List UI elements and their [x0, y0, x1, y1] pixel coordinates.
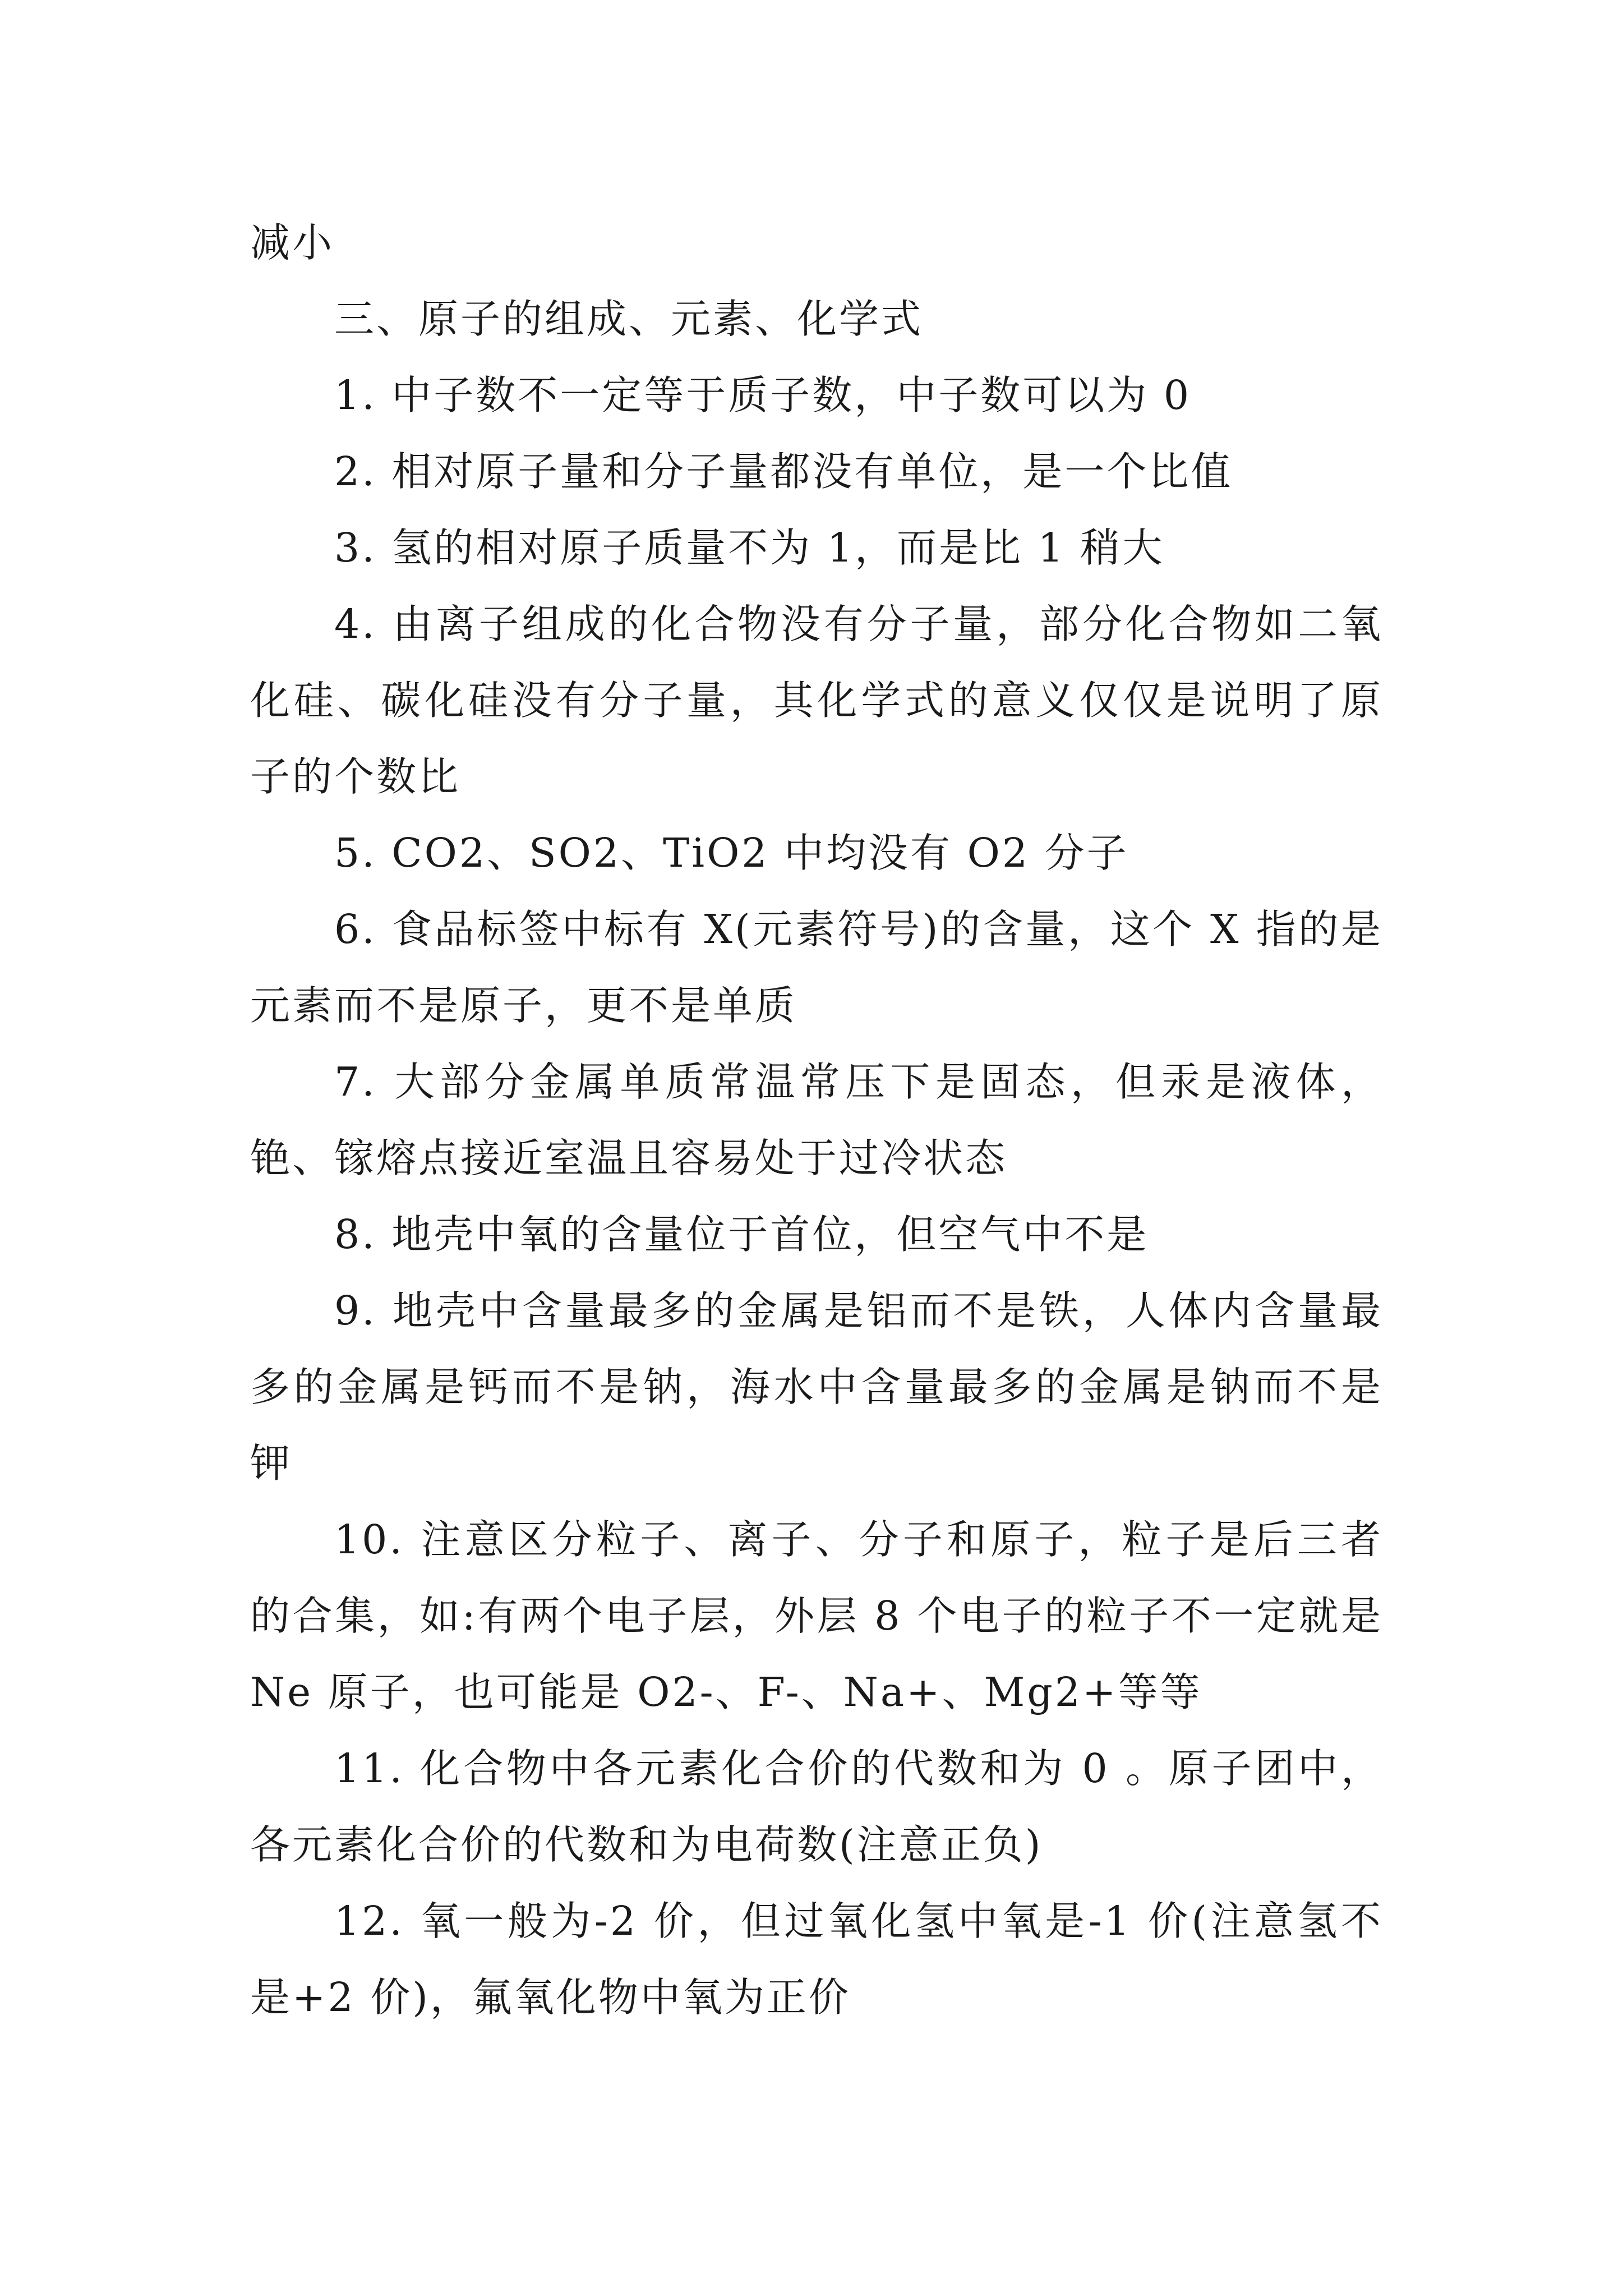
list-item-6: 6. 食品标签中标有 X(元素符号)的含量，这个 X 指的是元素而不是原子，更不是单质 — [250, 906, 1383, 1029]
list-item-4: 4. 由离子组成的化合物没有分子量，部分化合物如二氧化硅、碳化硅没有分子量，其化学式的意义仅仅是说明了原子的个数比 — [250, 601, 1383, 800]
section-heading: 三、原子的组成、元素、化学式 — [334, 296, 924, 342]
list-item-7: 7. 大部分金属单质常温常压下是固态，但汞是液体，铯、镓熔点接近室温且容易处于过冷状态 — [250, 1059, 1383, 1181]
document-body — [250, 205, 1383, 2036]
list-item-11: 11. 化合物中各元素化合价的代数和为 0 。原子团中，各元素化合价的代数和为电荷数(注意正负) — [250, 1745, 1383, 1868]
list-item-2: 2. 相对原子量和分子量都没有单位，是一个比值 — [334, 448, 1233, 495]
list-item-10: 10. 注意区分粒子、离子、分子和原子，粒子是后三者的合集，如:有两个电子层，外层 8 个电子的粒子不一定就是Ne 原子，也可能是 O2-、F-、Na+、Mg2+等等 — [250, 1516, 1383, 1715]
paragraph-continuation: 减小 — [250, 219, 335, 266]
list-item-9: 9. 地壳中含量最多的金属是铝而不是铁，人体内含量最多的金属是钙而不是钠，海水中含量最多的金属是钠而不是钾 — [250, 1287, 1383, 1487]
list-item-8: 8. 地壳中氧的含量位于首位，但空气中不是 — [334, 1211, 1149, 1258]
list-item-1: 1. 中子数不一定等于质子数，中子数可以为 0 — [334, 372, 1192, 418]
list-item-5: 5. CO2、SO2、TiO2 中均没有 O2 分子 — [334, 830, 1129, 876]
list-item-3: 3. 氢的相对原子质量不为 1，而是比 1 稍大 — [334, 524, 1165, 571]
list-item-12: 12. 氧一般为-2 价，但过氧化氢中氧是-1 价(注意氢不是+2 价)，氟氧化物中氧为正价 — [250, 1898, 1383, 2021]
